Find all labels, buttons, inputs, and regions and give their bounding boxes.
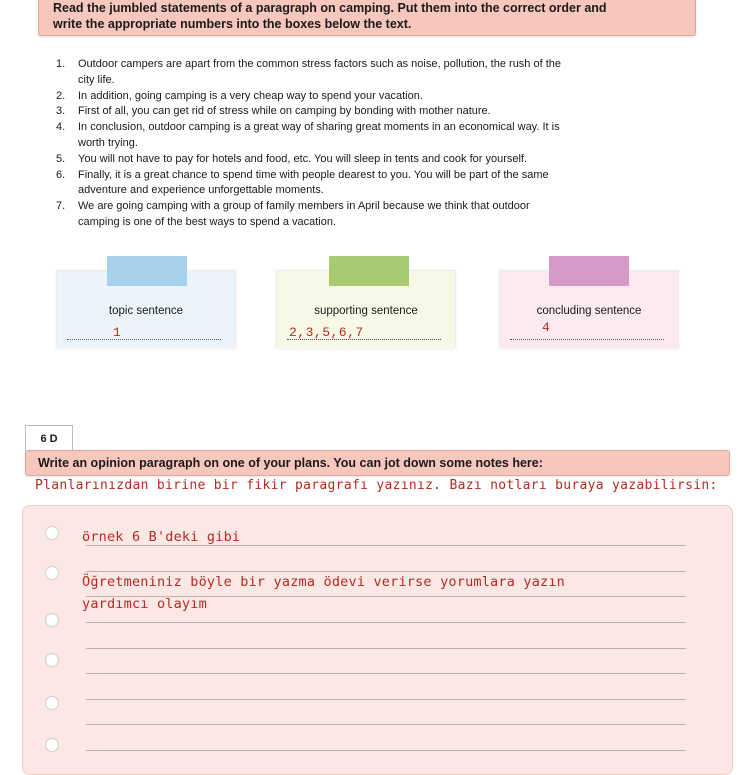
- note-line[interactable]: [86, 673, 686, 674]
- statements-list: [56, 57, 656, 231]
- statement-text: You will not have to pay for hotels and food, etc. You will sleep in tents and cook for yourself.: [78, 152, 528, 165]
- topic-sentence-answer-field[interactable]: [67, 323, 221, 340]
- statement-number: 2.: [56, 89, 66, 102]
- statement-text: In conclusion, outdoor camping is a great way of sharing great moments in an economical way. It is: [78, 121, 560, 134]
- statement-number: 3.: [56, 105, 66, 118]
- concluding-sentence-title: concluding sentence: [536, 305, 642, 317]
- statement-number: 6.: [56, 168, 66, 181]
- bullet-icon: [45, 613, 59, 627]
- topic-tape: [107, 256, 187, 286]
- statement-text: Outdoor campers are apart from the common stress factors such as noise, pollution, the rush of the: [78, 58, 562, 70]
- statement-number: 4.: [56, 121, 66, 134]
- concluding-tape: [549, 256, 629, 286]
- supporting-sentence-title: supporting sentence: [314, 305, 418, 317]
- note-line[interactable]: [86, 699, 686, 700]
- supporting-sentence-answer-field[interactable]: [287, 323, 441, 340]
- note-text-1: örnek 6 B'deki gibi: [82, 529, 241, 545]
- statement-item: [56, 199, 656, 231]
- bullet-icon: [45, 653, 59, 667]
- section-label: 6 D: [25, 425, 73, 451]
- statement-text-cont: adventure and experience unforgettable moments.: [78, 184, 324, 197]
- statement-text: We are going camping with a group of family members in April because we think that outdoor: [78, 200, 530, 213]
- statement-text: First of all, you can get rid of stress while on camping by bonding with mother nature.: [78, 105, 491, 118]
- topic-sentence-answer: 1: [113, 325, 121, 340]
- statement-text-cont: city life.: [78, 73, 115, 86]
- statement-number: 7.: [56, 200, 66, 213]
- instruction-banner: [38, 0, 696, 36]
- note-text-2: Öğretmeniniz böyle bir yazma ödevi verirse yorumlara yazın: [82, 574, 566, 590]
- note-text-3: yardımcı olayım: [82, 596, 207, 612]
- concluding-sentence-answer-field[interactable]: [510, 320, 664, 340]
- statement-item: [56, 89, 656, 105]
- statement-text: In addition, going camping is a very cheap way to spend your vacation.: [78, 89, 423, 102]
- note-line[interactable]: [86, 750, 686, 751]
- note-line[interactable]: [86, 571, 686, 572]
- statement-item: [56, 168, 656, 200]
- statement-item: [56, 120, 656, 152]
- instruction-line-2: write the appropriate numbers into the boxes below the text.: [53, 17, 412, 31]
- supporting-sentence-answer: 2,3,5,6,7: [289, 325, 364, 340]
- concluding-sentence-answer: 4: [542, 320, 550, 335]
- instruction-line-1: Read the jumbled statements of a paragraph on camping. Put them into the correct order and: [53, 1, 607, 15]
- statement-text-cont: worth trying.: [78, 136, 138, 149]
- statement-text-cont: camping is one of the best ways to spend a vacation.: [78, 215, 337, 228]
- supporting-tape: [329, 256, 409, 286]
- handwritten-translation: Planlarınızdan birine bir fikir paragrafı yazınız. Bazı notları buraya yazabilirsin:: [35, 478, 718, 493]
- bullet-icon: [45, 738, 59, 752]
- bullet-icon: [45, 526, 59, 540]
- note-line[interactable]: [86, 545, 686, 546]
- statement-text: Finally, it is a great chance to spend time with people dearest to you. You will be part of the same: [78, 168, 549, 181]
- statement-item: [56, 57, 656, 89]
- section-instruction-banner: Write an opinion paragraph on one of your plans. You can jot down some notes here:: [25, 450, 730, 476]
- statement-item: [56, 104, 656, 120]
- statement-number: 5.: [56, 152, 66, 165]
- bullet-icon: [45, 696, 59, 710]
- note-line[interactable]: [86, 648, 686, 649]
- statement-number: 1.: [56, 58, 66, 70]
- topic-sentence-title: topic sentence: [108, 305, 184, 317]
- note-line[interactable]: [86, 724, 686, 725]
- statement-item: [56, 152, 656, 168]
- bullet-icon: [45, 566, 59, 580]
- note-line[interactable]: [86, 622, 686, 623]
